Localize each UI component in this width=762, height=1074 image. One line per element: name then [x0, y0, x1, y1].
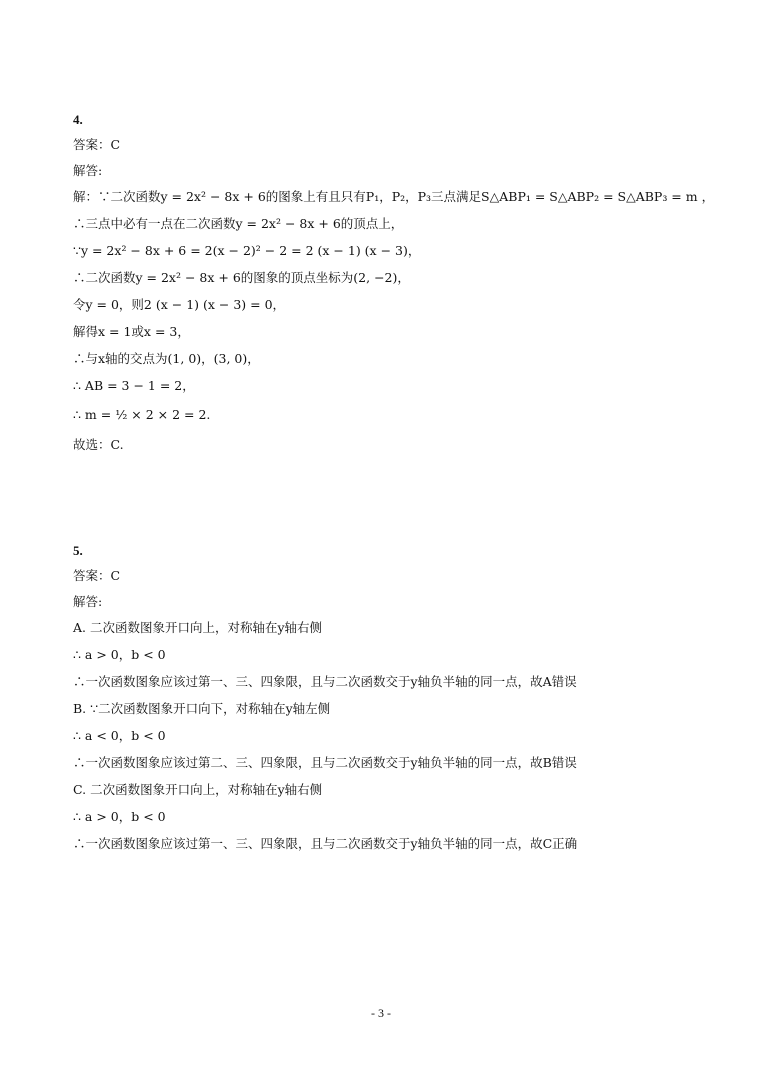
- page-number: - 3 -: [371, 1006, 391, 1020]
- solution-label: 解答:: [73, 594, 103, 609]
- solution-line: 故选：C.: [73, 437, 124, 452]
- solution-line: ∴ AB = 3 − 1 = 2，: [73, 378, 195, 393]
- solution-line: B. ∵二次函数图象开口向下，对称轴在y轴左侧: [73, 701, 331, 716]
- solution-line: ∵y = 2x² − 8x + 6 = 2(x − 2)² − 2 = 2 (x − 1) (x − 3)，: [73, 243, 421, 258]
- question-number: 4.: [73, 112, 83, 127]
- solution-line: ∴一次函数图象应该过第二、三、四象限，且与二次函数交于y轴负半轴的同一点，故B错误: [73, 755, 577, 770]
- question-number: 5.: [73, 543, 83, 558]
- answer-line: 答案：C: [73, 568, 121, 583]
- solution-line: 令y = 0，则2 (x − 1) (x − 3) = 0，: [73, 297, 286, 312]
- solution-line: ∴与x轴的交点为(1, 0)，(3, 0)，: [73, 351, 260, 366]
- solution-line: ∴一次函数图象应该过第一、三、四象限，且与二次函数交于y轴负半轴的同一点，故C正确: [73, 836, 578, 851]
- solution-line: 解：∵二次函数y = 2x² − 8x + 6的图象上有且只有P₁，P₂，P₃三点满足S△ABP₁ = S△ABP₂ = S△ABP₃ = m ，: [73, 189, 715, 204]
- solution-line: ∴ a < 0，b < 0: [73, 728, 166, 743]
- solution-line: A. 二次函数图象开口向上，对称轴在y轴右侧: [73, 620, 323, 635]
- solution-line: ∴三点中必有一点在二次函数y = 2x² − 8x + 6的顶点上，: [73, 216, 404, 231]
- solution-line: C. 二次函数图象开口向上，对称轴在y轴右侧: [73, 782, 323, 797]
- solution-line: 解得x = 1或x = 3，: [73, 324, 190, 339]
- solution-line: ∴一次函数图象应该过第一、三、四象限，且与二次函数交于y轴负半轴的同一点，故A错误: [73, 674, 577, 689]
- solution-line: ∴ a > 0，b < 0: [73, 647, 166, 662]
- answer-line: 答案：C: [73, 137, 121, 152]
- solution-line: ∴ a > 0，b < 0: [73, 809, 166, 824]
- solution-label: 解答:: [73, 163, 103, 178]
- solution-line: ∴二次函数y = 2x² − 8x + 6的图象的顶点坐标为(2, −2)，: [73, 270, 410, 285]
- solution-line: ∴ m = ½ × 2 × 2 = 2.: [73, 407, 211, 422]
